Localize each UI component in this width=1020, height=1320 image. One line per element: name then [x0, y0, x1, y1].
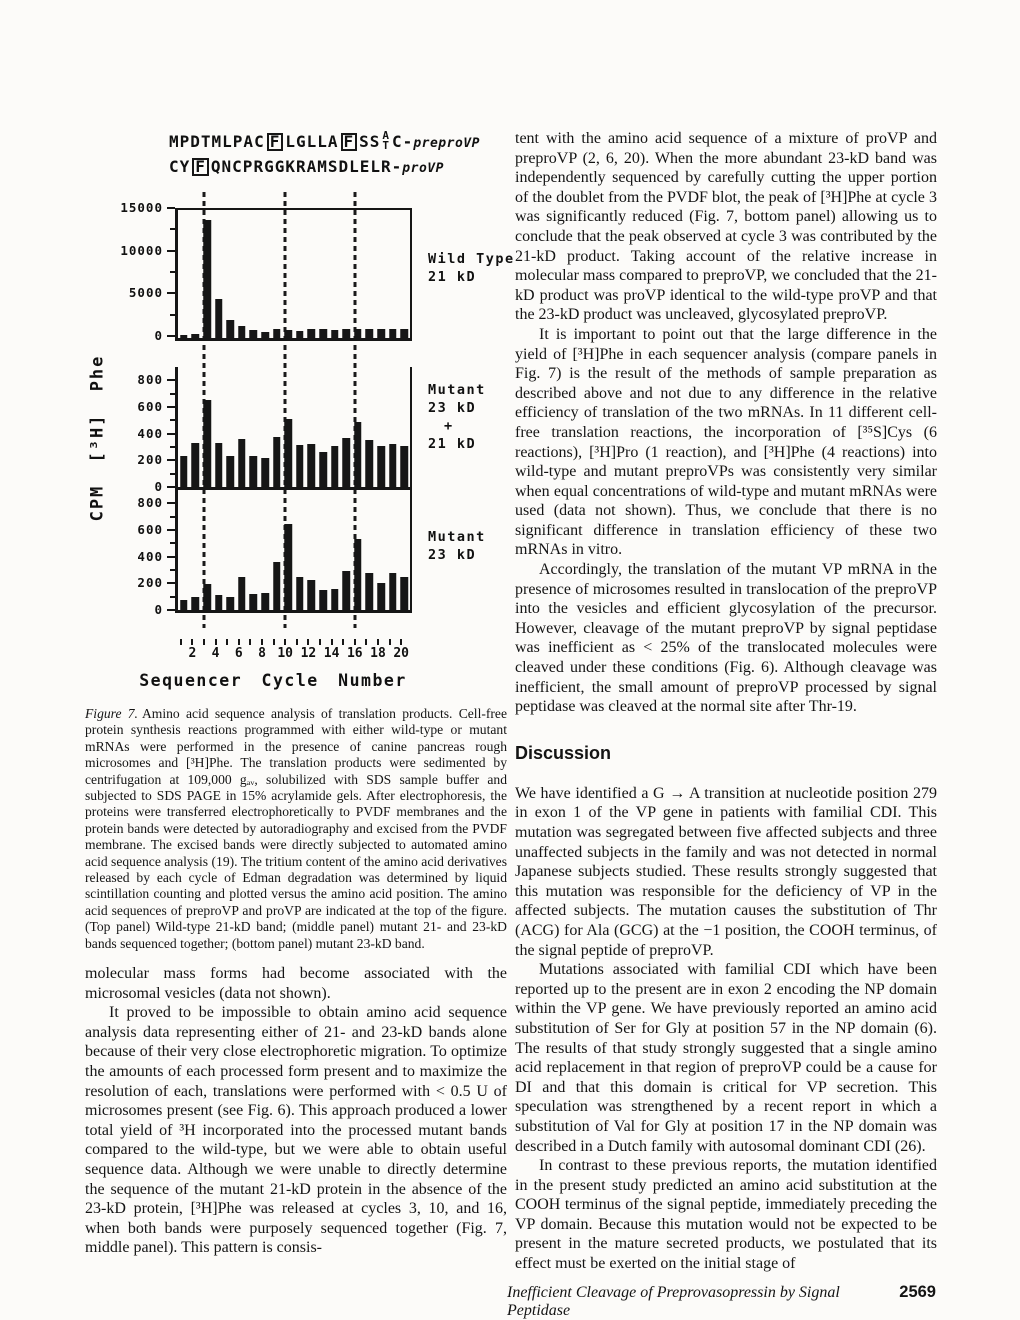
boxed-phe-residue: F	[341, 133, 358, 151]
x-tick	[331, 639, 333, 645]
bar-cycle-13	[319, 590, 327, 610]
bar-cycle-3	[203, 220, 211, 338]
bar-cycle-11	[296, 331, 304, 338]
paragraph: tent with the amino acid sequence of a mixture of proVP and preproVP (2, 6, 20). When the more abundant 23-kD band was independently sequenced by carefully cutting the upper portion of the doublet from the PVDF blot, the peak of [³H]Phe at cycle 3 was significantly reduced (Fig. 7, bottom panel) allowing us to conclude that the peak observed at cycle 3 was contributed by the 21-kD product. Taking account of the relative increase in molecular mass compared to preproVP, we concluded that the 21-kD product was proVP identical to the wild-type proVP and that the 23-kD product was uncleaved, glycosylated preproVP.	[515, 130, 937, 324]
bar-cycle-16	[354, 539, 362, 610]
results-text	[515, 129, 937, 717]
x-tick	[215, 639, 217, 645]
chart-area	[85, 200, 515, 667]
sequence-residues: C-	[392, 132, 414, 151]
bar-cycle-4	[215, 595, 223, 610]
bar-cycle-19	[389, 444, 397, 487]
y-tick	[167, 486, 175, 488]
bar-cycle-2	[192, 443, 200, 487]
bar-cycle-7	[250, 456, 258, 487]
y-tick	[167, 250, 175, 252]
y-tick-label: 800	[137, 372, 163, 388]
page-footer	[507, 1283, 936, 1320]
caption-text: Amino acid sequence analysis of translation products. Cell-free protein synthesis reactions programmed with either wild-type or mutant mRNAs were performed in the presence of canine pancreas rough microsomes and [³H]Phe. The translation products were sedimented by centrifugation at 109,000 gₐᵥ, solubilized with SDS sample buffer and subjected to SDS PAGE in 15% acrylamide gels. After electrophoresis, the proteins were transferred electrophoretically to PVDF membranes and the protein bands were detected by autoradiography and excised from the PVDF membrane. The excised bands were directly subjected to automated amino acid sequence analysis (19). The tritium content of the amino acid derivatives released by each cycle of Edman degradation was determined by liquid scintillation counting and plotted versus the amino acid position. The amino acid sequences of preproVP and proVP are indicated at the top of the figure. (Top panel) Wild-type 21-kD band; (middle panel) mutant 21- and 23-kD bands sequenced together; (bottom panel) mutant 23-kD band.	[85, 706, 507, 951]
x-tick-label: 18	[370, 646, 386, 661]
plot-area	[175, 208, 412, 341]
panel-label-bottom	[428, 490, 486, 613]
panel-label-top	[428, 208, 515, 341]
bar-cycle-7	[250, 594, 258, 610]
x-tick	[249, 639, 251, 645]
y-tick-label: 800	[137, 495, 163, 511]
y-tick-label: 400	[137, 425, 163, 441]
y-tick-label: 5000	[128, 285, 163, 301]
x-tick-label: 14	[323, 646, 340, 661]
panel-label-line: +	[444, 418, 454, 434]
x-tick	[307, 639, 309, 645]
protein-name: preproVP	[413, 136, 480, 151]
y-tick	[167, 582, 175, 584]
bar-cycle-18	[377, 583, 385, 610]
y-tick	[167, 459, 175, 461]
x-tick-label: 6	[234, 646, 243, 661]
bar-cycle-18	[377, 446, 385, 487]
discussion-heading: Discussion	[515, 742, 612, 763]
bar-cycle-17	[366, 440, 374, 487]
bar-cycle-16	[354, 422, 362, 487]
bar-cycle-8	[261, 332, 269, 338]
x-tick	[354, 639, 356, 645]
substitution-top: A	[382, 128, 391, 142]
sequence-residues: LGLLA	[285, 132, 339, 151]
x-tick	[319, 639, 321, 645]
y-axis-label	[85, 208, 109, 667]
y-tick-label: 400	[137, 548, 163, 564]
x-axis	[175, 639, 410, 667]
protein-name: proVP	[402, 161, 444, 176]
bar-cycle-7	[250, 330, 258, 338]
bar-cycle-20	[400, 446, 408, 487]
bar-cycle-10	[284, 524, 292, 610]
y-axis	[123, 490, 175, 617]
chart-panel-top	[120, 200, 515, 343]
bar-cycle-14	[331, 446, 339, 487]
y-tick	[167, 609, 175, 611]
panel-label-line: Mutant	[428, 382, 486, 398]
bar-cycle-9	[273, 562, 281, 610]
y-tick	[167, 207, 175, 209]
y-tick	[167, 335, 175, 337]
bar-cycle-5	[226, 456, 234, 487]
paragraph: We have identified a G → A transition at nucleotide position 279 in exon 1 of the VP gene in patients with familial CDI. This mutation was segregated between five affected subjects and three unaffected subjects in the family and was not detected in normal Japanese subjects studied. These results strongly suggested that this mutation was responsible for the deficiency of VP in the affected subjects. The mutation causes the substitution of Thr (ACG) for Ala (GCG) at the −1 position, the COOH terminus, of the signal peptide of preproVP.	[515, 784, 937, 959]
paragraph: In contrast to these previous reports, the mutation identified in the present study predicted an amino acid substitution at the COOH terminus of the signal peptide, immediately preceding the VP domain. Because this mutation would not be expected to be present in the mature secreted products, we postulated that its effect must be exerted on the initial stage of	[515, 1157, 937, 1273]
panel-label-line: 21 kD	[428, 436, 477, 452]
bar-cycle-9	[273, 329, 281, 338]
chart-panel-bottom	[123, 490, 515, 617]
paragraph: It proved to be impossible to obtain amino acid sequence analysis data representing either of 21- and 23-kD bands alone because of their very close electrophoretic migration. To optimize the amounts of each processed form present and to maximize the resolution of each, translations were performed with < 0.5 U of microsomes present (see Fig. 6). This approach produced a lower total yield of ³H incorporated into the processed mutant bands compared to the wild-type, but we were able to obtain useful sequence data. Although we were unable to directly determine the sequence of the mutant 21-kD protein in the absence of the 23-kD protein, [³H]Phe was released at cycles 3, 10, and 16, when both bands were purposely sequenced together (Fig. 7, middle panel). This pattern is consis-	[85, 1004, 507, 1257]
x-tick	[261, 639, 263, 645]
right-column	[515, 129, 937, 1274]
y-tick	[167, 502, 175, 504]
residue-substitution-stack	[382, 128, 391, 152]
y-tick	[167, 556, 175, 558]
sequence-annotations	[169, 128, 507, 182]
x-tick	[191, 639, 193, 645]
x-tick	[203, 639, 205, 645]
bar-cycle-18	[377, 329, 385, 338]
paragraph: Accordingly, the translation of the mutant VP mRNA in the presence of microsomes resulted in translocation of the preproVP into the vesicles and efficient glycosylation of the precursor. However, cleavage of the mutant preproVP by signal peptidase was inefficient as < 25% of the translocated molecules were cleaved under these conditions (Fig. 6). Although cleavage was inefficient, the small amount of preproVP processed by signal peptidase was cleaved at the normal site after Thr-19.	[515, 561, 937, 716]
bar-cycle-11	[296, 445, 304, 487]
bar-cycle-10	[284, 330, 292, 338]
x-tick	[226, 639, 228, 645]
bar-cycle-15	[342, 329, 350, 338]
x-tick-label: 8	[258, 646, 266, 661]
chart-panel-middle	[123, 367, 515, 494]
y-axis	[120, 200, 175, 343]
bar-cycle-4	[215, 299, 223, 338]
y-tick	[167, 406, 175, 408]
sequence-line-1	[169, 128, 507, 157]
panel-label-line: 21 kD	[428, 269, 477, 285]
y-tick-label: 0	[154, 479, 163, 494]
bar-cycle-17	[366, 329, 374, 338]
bar-cycle-19	[389, 573, 397, 610]
sequence-line-2	[169, 157, 507, 182]
running-title: Inefficient Cleavage of Preprovasopressin by Signal Peptidase	[507, 1284, 840, 1319]
bar-cycle-1	[180, 600, 188, 610]
y-tick-label: 600	[137, 399, 163, 414]
x-tick-label: 12	[300, 646, 317, 661]
bar-cycle-14	[331, 330, 339, 338]
bar-cycle-20	[400, 577, 408, 610]
bar-cycle-6	[238, 326, 246, 338]
y-tick-label: 0	[154, 602, 163, 617]
bar-cycle-3	[203, 400, 211, 487]
panel-label-line: Mutant	[428, 529, 486, 545]
bar-cycle-1	[180, 335, 188, 338]
x-tick-label: 16	[346, 646, 363, 661]
bar-cycle-10	[284, 419, 292, 487]
x-tick	[180, 639, 182, 645]
bar-cycle-2	[192, 597, 200, 610]
y-tick	[167, 529, 175, 531]
page-number: 2569	[899, 1283, 936, 1301]
bar-cycle-8	[261, 593, 269, 610]
caption-label: Figure 7.	[85, 706, 138, 721]
bar-cycle-12	[308, 329, 316, 338]
bar-cycle-16	[354, 329, 362, 338]
discussion-text	[515, 784, 937, 1274]
y-tick-label: 15000	[120, 200, 163, 215]
bar-cycle-5	[226, 597, 234, 610]
x-axis-label: Sequencer Cycle Number	[139, 671, 407, 690]
plot-area	[175, 367, 412, 490]
bar-cycle-3	[203, 584, 211, 610]
boxed-phe-residue: F	[192, 158, 209, 176]
x-tick-label: 4	[211, 646, 220, 661]
sequence-residues: SS	[359, 132, 381, 151]
bar-cycle-17	[366, 573, 374, 610]
sequence-residues: CY	[169, 157, 191, 176]
plot-area	[175, 490, 412, 613]
bar-cycle-13	[319, 452, 327, 487]
x-tick	[238, 639, 240, 645]
panel-label-line: 23 kD	[428, 400, 477, 416]
substitution-bottom: T	[382, 138, 391, 152]
boxed-phe-residue: F	[267, 133, 284, 151]
bar-cycle-12	[308, 444, 316, 487]
bar-cycle-4	[215, 443, 223, 487]
x-tick	[377, 639, 379, 645]
bar-cycle-14	[331, 589, 339, 610]
bar-cycle-11	[296, 577, 304, 610]
sequence-residues: QNCPRGGKRAMSDLELR-	[210, 157, 403, 176]
left-column-text	[85, 964, 507, 1258]
x-tick	[400, 639, 402, 645]
left-column	[85, 128, 515, 1258]
bar-cycle-5	[226, 320, 234, 338]
bar-cycle-12	[308, 580, 316, 610]
x-tick	[365, 639, 367, 645]
bar-cycle-15	[342, 438, 350, 487]
paragraph: molecular mass forms had become associated with the microsomal vesicles (data not shown).	[85, 965, 507, 1002]
bar-cycle-19	[389, 329, 397, 338]
bar-cycle-9	[273, 437, 281, 487]
panel-label-line: Wild Type	[428, 251, 515, 267]
y-axis	[123, 367, 175, 494]
x-tick	[284, 639, 286, 645]
bar-cycle-1	[180, 456, 188, 487]
bar-cycle-8	[261, 458, 269, 487]
bar-cycle-15	[342, 571, 350, 610]
y-tick	[167, 379, 175, 381]
y-tick-label: 0	[154, 328, 163, 343]
x-tick-label: 10	[277, 646, 294, 661]
x-tick-label: 20	[393, 646, 410, 661]
bar-cycle-13	[319, 329, 327, 338]
paragraph: Mutations associated with familial CDI which have been reported up to the present are in exon 2 encoding the NP domain within the VP gene. We have previously reported an amino acid substitution of Ser for Gly at position 57 in the NP domain (6). The results of that study strongly suggested that a single amino acid replacement in that region of preproVP could be a cause for DI and that this domain is critical for VP secretion. This speculation was strengthened by a recent report in which a substitution of Val for Gly at position 17 in the NP domain was described in a Dutch family with autosomal dominant CDI (26).	[515, 961, 937, 1155]
y-tick-label: 200	[137, 575, 163, 591]
y-tick-label: 10000	[120, 242, 163, 258]
sequence-residues: MPDTMLPAC	[169, 132, 265, 151]
paragraph: It is important to point out that the large difference in the yield of [³H]Phe in each sequencer analysis (compare panels in Fig. 7) is the result of the methods of sample preparation as described above and not due to any difference in the relative efficiency of translation of the two mRNAs. In 11 different cell-free translation reactions, the incorporation of [³⁵S]Cys (6 reactions), [³H]Pro (1 reaction), and [³H]Phe (4 reactions) into wild-type and mutant preproVPs was consistently very similar when equal concentrations of wild-type and mutant mRNAs were used (data not shown). Thus, we conclude that there is no significant difference in translation efficiency of these two mRNAs in vitro.	[515, 325, 937, 559]
x-tick	[273, 639, 275, 645]
bar-cycle-2	[192, 334, 200, 338]
x-tick	[342, 639, 344, 645]
y-tick-label: 600	[137, 522, 163, 537]
y-tick-label: 200	[137, 452, 163, 468]
bar-cycle-6	[238, 577, 246, 610]
bar-cycle-6	[238, 439, 246, 487]
x-tick	[389, 639, 391, 645]
y-tick	[167, 433, 175, 435]
chart-panels	[120, 200, 515, 667]
figure-7	[85, 128, 515, 952]
x-tick-label: 2	[188, 646, 197, 661]
bar-cycle-20	[400, 329, 408, 338]
panel-label-line: 23 kD	[428, 547, 477, 563]
figure-caption	[85, 706, 507, 952]
y-tick	[167, 292, 175, 294]
x-tick	[296, 639, 298, 645]
y-axis-label-text: CPM [³H] Phe	[87, 354, 108, 521]
panel-label-middle	[428, 367, 486, 490]
